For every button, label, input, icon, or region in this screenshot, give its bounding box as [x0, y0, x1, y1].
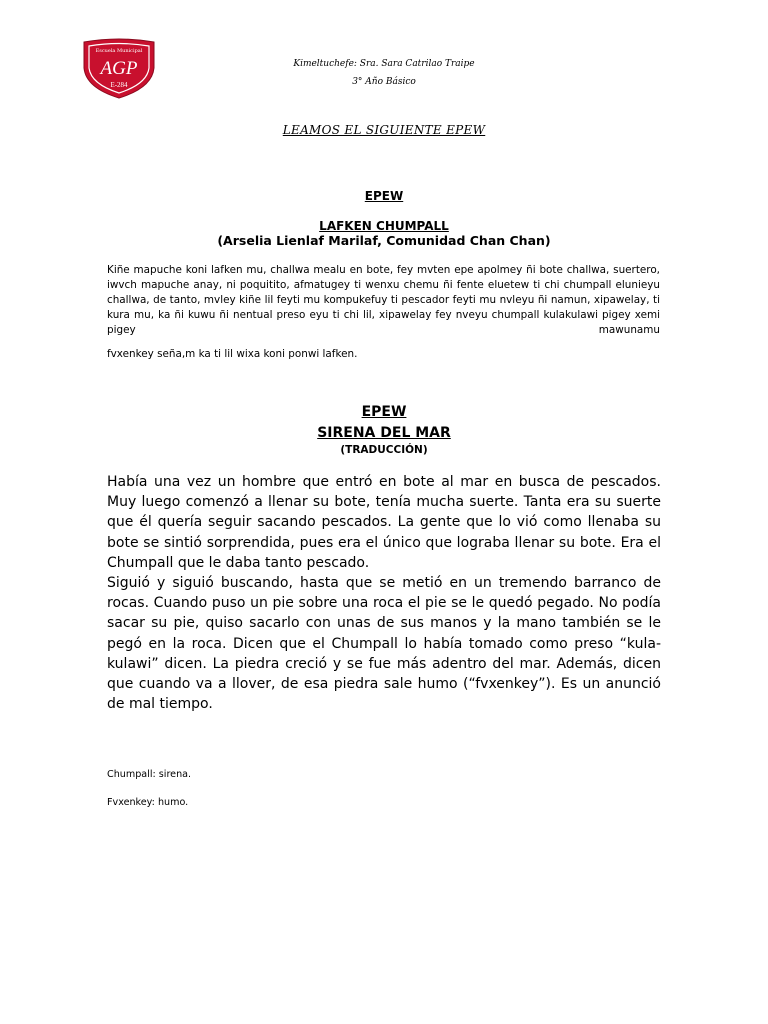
section2-subtitle: (TRADUCCIÓN) [340, 444, 428, 456]
mapudungun-paragraph: Kiñe mapuche koni lafken mu, challwa mealu en bote, fey mvten epe apolmey ñi bote challwa, suertero, iwvch mapuche anay, ni poquitito, afmatugey ti wenxu chemu ñi fente eluetew ti chi chumpall elunieyu challwa, de tanto, mvley kiñe lil feyti mu kompukefuy ti pescador feyti mu nvleyu ñi namun, xipawelay, ti kura mu, ka ñi kuwu ñi nentual preso eyu ti chi lil, xipawelay fey nveyu chumpall kulakulawi pigey xemi pigey mawunamu [107, 264, 660, 336]
section1-author: (Arselia Lienlaf Marilaf, Comunidad Chan Chan) [217, 233, 551, 248]
main-heading: LEAMOS EL SIGUIENTE EPEW [282, 123, 486, 137]
logo-arc-text: Escuela Municipal [95, 48, 143, 54]
logo-code: E-284 [110, 81, 128, 89]
teacher-line: Kimeltuchefe: Sra. Sara Catrilao Traipe [293, 59, 475, 69]
story-paragraph-2: Siguió y siguió buscando, hasta que se metió en un tremendo barranco de rocas. Cuando puso un pie sobre una roca el pie se le quedó pegado. No podía sacar su pie, quiso sacarlo con unas de sus manos y la mano también se le pegó en la roca. Dicen que el Chumpall lo había tomado como preso “kula-kulawi” dicen. La piedra creció y se fue más adentro del mar. Además, dicen que cuando va a llover, de esa piedra sale humo (“fvxenkey”). Es un anunció de mal tiempo. [107, 575, 661, 713]
story-paragraph-1: Había una vez un hombre que entró en bote al mar en busca de pescados. Muy luego comenzó a llenar su bote, tenía mucha suerte. Tanta era su suerte que él quería seguir sacando pescados. La gente que lo vió como llenaba su bote se sintió sorprendida, pues era el único que lograba llenar su bote. Era el Chumpall que le daba tanto pescado. [107, 474, 661, 571]
grade-line: 3° Año Básico [352, 77, 416, 87]
section2-title: SIRENA DEL MAR [317, 425, 451, 441]
translation-story [107, 472, 661, 714]
glossary-fvxenkey: Fvxenkey: humo. [107, 797, 189, 808]
section2-label: EPEW [361, 404, 407, 420]
section1-label: EPEW [364, 189, 404, 203]
logo-initials: AGP [100, 58, 138, 79]
school-logo [80, 38, 158, 100]
section1-title: LAFKEN CHUMPALL [319, 219, 449, 233]
mapudungun-paragraph-last-line: fvxenkey seña,m ka ti lil wixa koni ponwi lafken. [107, 348, 358, 360]
glossary-chumpall: Chumpall: sirena. [107, 769, 192, 780]
